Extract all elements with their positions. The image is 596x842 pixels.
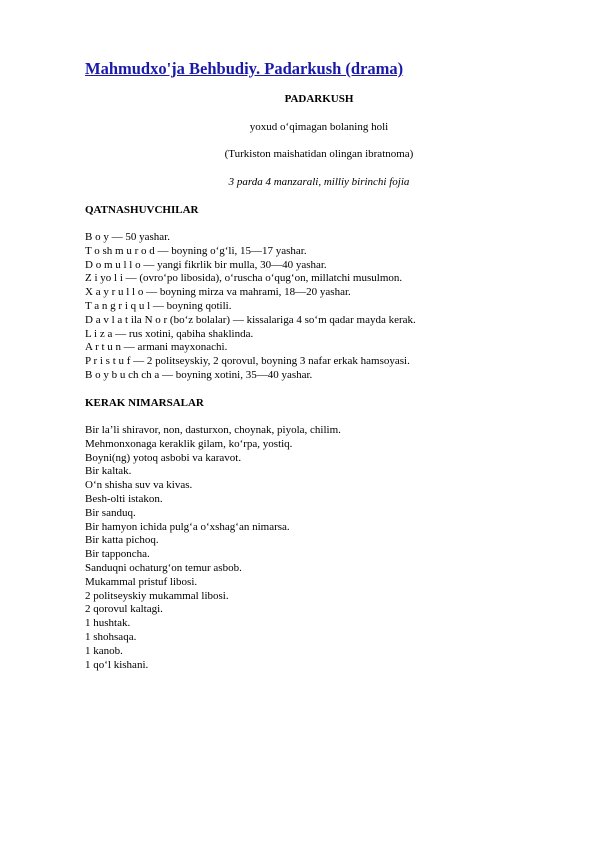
prop-item: Sanduqni ochaturg‘on temur asbob. <box>85 561 242 574</box>
prop-item: Mukammal pristuf libosi. <box>85 575 198 588</box>
character-item: P r i s t u f — 2 politseyskiy, 2 qorovul, boyning 3 nafar erkak hamsoyasi. <box>85 355 410 368</box>
characters-heading: QATNASHUVCHILAR <box>85 204 199 216</box>
character-item: D o m u l l o — yangi fikrlik bir mulla, 30—40 yashar. <box>85 258 327 271</box>
play-subtitle-source: (Turkiston maishatidan olingan ibratnoma) <box>224 148 414 160</box>
character-item: D a v l a t ila N o r (bo‘z bolalar) — kissalariga 4 so‘m qadar mayda kerak. <box>85 313 416 326</box>
character-item: T o sh m u r o d — boyning o‘g‘li, 15—17 yashar. <box>85 244 307 257</box>
prop-item: Bir kaltak. <box>85 465 132 478</box>
prop-item: Bir hamyon ichida pulg‘a o‘xshag‘an nimarsa. <box>85 520 290 533</box>
character-item: B o y — 50 yashar. <box>85 231 170 243</box>
prop-item: O‘n shisha suv va kivas. <box>85 479 193 492</box>
prop-item: Bir katta pichoq. <box>85 534 159 547</box>
prop-item: Bir sanduq. <box>85 506 136 519</box>
prop-item: Mehmonxonaga keraklik gilam, ko‘rpa, yostiq. <box>85 437 293 450</box>
props-list <box>85 424 341 672</box>
characters-list <box>85 231 416 383</box>
play-subtitle-genre: 3 parda 4 manzarali, milliy birinchi fojia <box>228 176 410 188</box>
prop-item: 1 qo‘l kishani. <box>85 658 149 671</box>
prop-item: Besh-olti istakon. <box>85 492 163 505</box>
prop-item: 1 hushtak. <box>85 617 131 630</box>
character-item: T a n g r i q u l — boyning qotili. <box>85 299 232 312</box>
prop-item: Bir la’li shiravor, non, dasturxon, choynak, piyola, chilim. <box>85 424 341 436</box>
prop-item: 1 kanob. <box>85 644 123 657</box>
character-item: B o y b u ch ch a — boyning xotini, 35—40 yashar. <box>85 368 313 381</box>
play-title: PADARKUSH <box>284 93 354 105</box>
prop-item: Boyni(ng) yotoq asbobi va karavot. <box>85 451 242 464</box>
play-subtitle: yoxud o‘qimagan bolaning holi <box>249 121 389 133</box>
prop-item: 2 qorovul kaltagi. <box>85 603 163 616</box>
character-item: Z i yo l i — (ovro‘po libosida), o‘ruscha o‘qug‘on, millatchi musulmon. <box>85 272 403 285</box>
prop-item: 2 politseyskiy mukammal libosi. <box>85 589 229 602</box>
prop-item: 1 shohsaqa. <box>85 630 137 643</box>
character-item: L i z a — rus xotini, qabiha shaklinda. <box>85 327 254 340</box>
document-title-link[interactable]: Mahmudxo'ja Behbudiy. Padarkush (drama) <box>85 59 404 78</box>
character-item: X a y r u l l o — boyning mirza va mahrami, 18—20 yashar. <box>85 286 351 299</box>
prop-item: Bir tapponcha. <box>85 548 150 561</box>
character-item: A r t u n — armani mayxonachi. <box>85 341 228 354</box>
props-heading: KERAK NIMARSALAR <box>85 397 204 409</box>
